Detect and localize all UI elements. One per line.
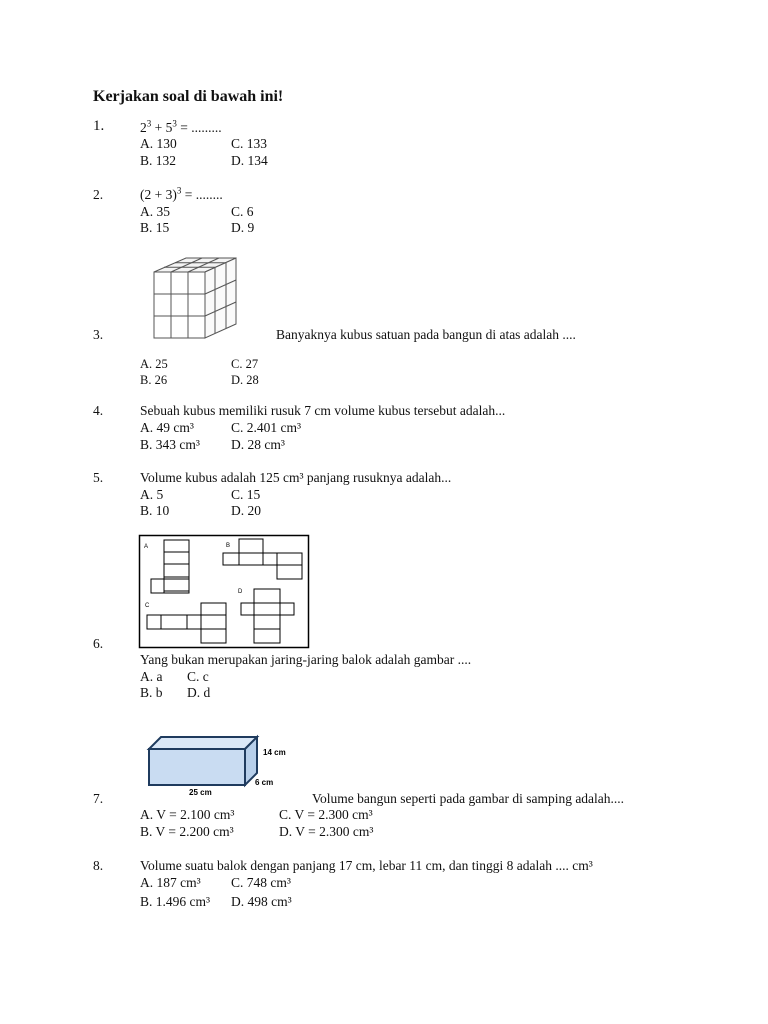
- q5-option-c[interactable]: C. 15: [231, 487, 261, 502]
- q3-option-c[interactable]: C. 27: [231, 357, 259, 371]
- q3-option-b[interactable]: B. 26: [140, 373, 168, 387]
- q8-option-a[interactable]: A. 187 cm³: [140, 875, 201, 890]
- q8-stem: Volume suatu balok dengan panjang 17 cm, lebar 11 cm, dan tinggi 8 adalah .... cm³: [140, 858, 593, 873]
- q5-option-b[interactable]: B. 10: [140, 503, 170, 518]
- q7-option-c[interactable]: C. V = 2.300 cm³: [279, 807, 373, 822]
- q6-stem: Yang bukan merupakan jaring-jaring balok adalah gambar ....: [140, 652, 472, 667]
- q6-option-d[interactable]: D. d: [187, 685, 211, 700]
- q8-number: 8.: [93, 858, 104, 873]
- q5-number: 5.: [93, 470, 104, 485]
- q7-option-d[interactable]: D. V = 2.300 cm³: [279, 824, 374, 839]
- box-nets-figure: [139, 535, 309, 648]
- q7-option-b[interactable]: B. V = 2.200 cm³: [140, 824, 234, 839]
- q4-option-c[interactable]: C. 2.401 cm³: [231, 420, 302, 435]
- q4-option-a[interactable]: A. 49 cm³: [140, 420, 194, 435]
- q7-stem: Volume bangun seperti pada gambar di samping adalah....: [312, 791, 625, 806]
- q2-stem: $(2 + 3)^3$ = ........: [140, 185, 223, 202]
- q4-option-b[interactable]: B. 343 cm³: [140, 437, 200, 452]
- net-label-a: A: [144, 544, 149, 550]
- q7-option-a[interactable]: A. V = 2.100 cm³: [140, 807, 235, 822]
- q4-number: 4.: [93, 403, 104, 418]
- length-label: 25 cm: [189, 788, 212, 797]
- q1-option-c[interactable]: C. 133: [231, 136, 268, 151]
- q2-option-c[interactable]: C. 6: [231, 204, 254, 219]
- q7-number: 7.: [93, 791, 104, 806]
- q2-option-d[interactable]: D. 9: [231, 220, 255, 235]
- q5-option-a[interactable]: A. 5: [140, 487, 164, 502]
- net-label-d: D: [238, 589, 243, 595]
- q6-number: 6.: [93, 636, 104, 651]
- q8-option-d[interactable]: D. 498 cm³: [231, 894, 292, 909]
- q5-option-d[interactable]: D. 20: [231, 503, 261, 518]
- q6-option-c[interactable]: C. c: [187, 669, 209, 684]
- net-label-c: C: [145, 603, 150, 609]
- q1-stem: $2^3 + 5^3$ = .........: [140, 118, 222, 135]
- q1-option-d[interactable]: D. 134: [231, 153, 268, 168]
- height-label: 14 cm: [263, 748, 286, 757]
- q2-number: 2.: [93, 187, 104, 202]
- q6-option-a[interactable]: A. a: [140, 669, 163, 684]
- q1-option-a[interactable]: A. 130: [140, 136, 177, 151]
- q4-option-d[interactable]: D. 28 cm³: [231, 437, 285, 452]
- q8-option-b[interactable]: B. 1.496 cm³: [140, 894, 211, 909]
- q1-option-b[interactable]: B. 132: [140, 153, 177, 168]
- page-title: Kerjakan soal di bawah ini!: [93, 88, 284, 105]
- width-label: 6 cm: [255, 778, 274, 787]
- q3-stem: Banyaknya kubus satuan pada bangun di atas adalah ....: [276, 327, 576, 342]
- net-label-b: B: [226, 543, 231, 549]
- rubik-cube-figure: [148, 258, 238, 338]
- q2-option-b[interactable]: B. 15: [140, 220, 170, 235]
- q5-stem: Volume kubus adalah 125 cm³ panjang rusuknya adalah...: [140, 470, 452, 485]
- q3-option-a[interactable]: A. 25: [140, 357, 168, 371]
- q2-option-a[interactable]: A. 35: [140, 204, 170, 219]
- q4-stem: Sebuah kubus memiliki rusuk 7 cm volume kubus tersebut adalah...: [140, 403, 506, 418]
- q6-option-b[interactable]: B. b: [140, 685, 163, 700]
- q8-option-c[interactable]: C. 748 cm³: [231, 875, 291, 890]
- q3-option-d[interactable]: D. 28: [231, 373, 259, 387]
- q1-number: 1.: [93, 118, 105, 134]
- q3-number: 3.: [93, 327, 104, 342]
- cuboid-figure: [145, 733, 305, 803]
